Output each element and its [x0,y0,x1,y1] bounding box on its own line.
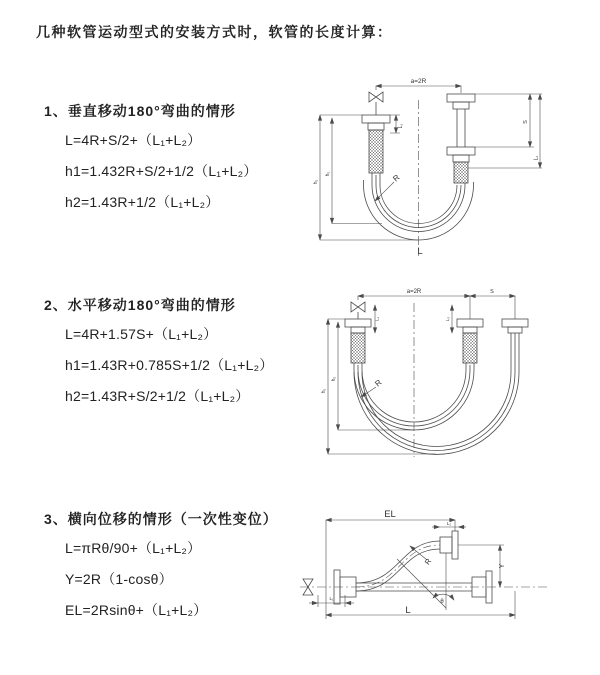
lateral-displacement-diagram [296,496,558,668]
dim-label-l2: L₂ [445,316,450,322]
dim-label-l1: L₁ [329,596,334,601]
u-bend-hose-displaced [354,333,519,454]
valve-icon [369,92,383,115]
section-lateral-displacement [44,509,278,626]
formula-l: L=πRθ/90+（L₁+L₂） [65,540,202,556]
section-vertical-movement [44,101,257,218]
formula-h2: h2=1.43R+1/2（L₁+L₂） [65,194,220,210]
dimension-el [326,520,455,619]
dim-label-a2r: a=2R [410,78,427,85]
left-flange [362,115,390,130]
formula-y: Y=2R（1-cosθ） [65,571,173,587]
horizontal-movement-180-bend-diagram [318,283,548,463]
dimension-l2 [468,94,542,168]
braid-section-middle [463,333,477,363]
section-1-heading: 1、垂直移动180°弯曲的情形 [44,103,236,119]
dim-label-l2: L₂ [533,155,540,161]
dim-label-r: R [391,172,402,184]
right-flange-upper [447,94,475,147]
dimension-y [458,545,504,587]
dim-label-y: Y [499,563,506,569]
dim-label-theta: θ [440,599,444,605]
section-2-heading: 2、水平移动180°弯曲的情形 [44,297,236,313]
s-curve-hose-displaced [356,541,440,591]
page-title: 几种软管运动型式的安装方式时，软管的长度计算： [36,24,393,40]
left-flange [345,319,371,333]
dim-label-h2: h₂ [331,376,337,382]
dim-label-l1: L₁ [374,316,380,322]
dimension-a2r [376,86,461,93]
dim-label-l: L [405,605,411,616]
vertical-movement-180-bend-diagram [306,70,550,262]
dim-label-h1: h₁ [313,179,319,185]
section-horizontal-movement [44,295,273,412]
displaced-end-flange [440,531,458,559]
dimension-s [475,94,542,147]
dim-label-r: R [422,556,434,567]
dimension-a2r [358,296,515,319]
formula-l: L=4R+1.57S+（L₁+L₂） [65,326,218,342]
braid-section-left [369,130,383,173]
dim-label-r: R [373,377,384,389]
braid-section-right [454,162,468,183]
valve-icon [351,302,365,319]
braid-section-left [351,333,365,363]
section-3-heading: 3、横向位移的情形（一次性变位） [44,511,278,527]
dim-label-el: EL [384,509,396,520]
middle-flange [457,319,483,333]
right-flange-shifted [502,319,528,333]
right-flange-lower [447,147,475,162]
dimension-h2 [338,322,414,430]
dim-label-l1: L₁ [398,123,404,129]
formula-el: EL=2Rsinθ+（L₁+L₂） [65,602,208,618]
dim-label-l: L [417,246,423,257]
dim-label-l2: L₂ [446,521,452,526]
dimension-l [326,591,515,619]
formula-h1: h1=1.432R+S/2+1/2（L₁+L₂） [65,163,258,179]
dim-label-s: S [523,120,529,124]
dim-label-a2r: a=2R [406,289,422,295]
dim-label-h1: h₁ [321,388,327,394]
dim-label-s: S [490,289,494,295]
formula-h1: h1=1.43R+0.785S+1/2（L₁+L₂） [65,357,274,373]
formula-h2: h2=1.43R+S/2+1/2（L₁+L₂） [65,388,250,404]
formula-l: L=4R+S/2+（L₁+L₂） [65,132,202,148]
radius-leader [375,182,394,201]
dim-label-h2: h₂ [325,171,331,177]
